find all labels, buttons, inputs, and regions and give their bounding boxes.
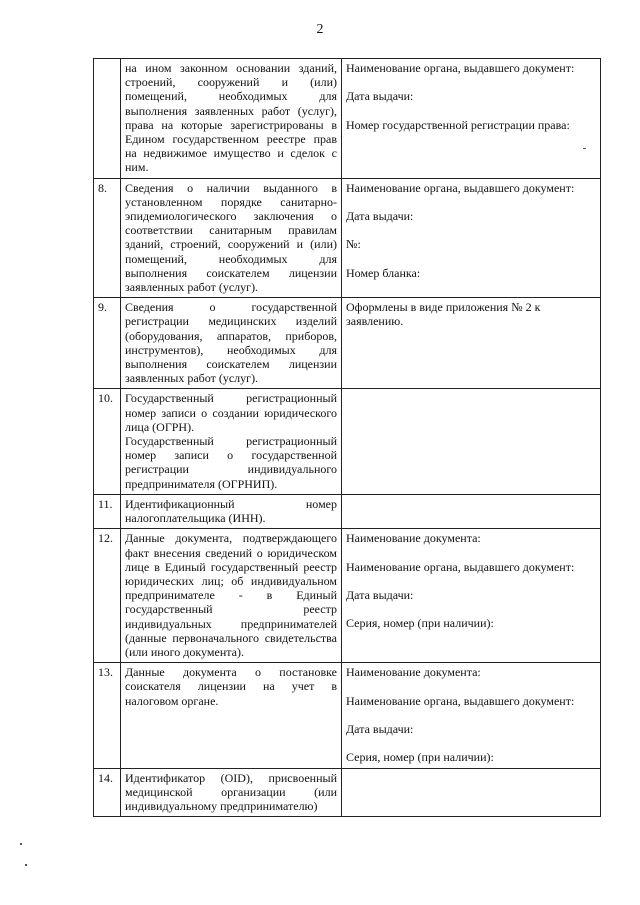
field-label: Серия, номер (при наличии): — [346, 616, 494, 631]
field-label: №: — [346, 237, 361, 252]
row-fill-fields — [342, 178, 601, 298]
field-label: Номер государственной регистрации права: — [346, 117, 570, 132]
description-paragraph: на ином законном основании зданий, строений, сооружений и (или) помещений, необходимых для выполнения заявленных работ (услуг), права на которые зарегистрированы в Едином государственном реестре прав на недвижимое имущество и сделок с ним. — [125, 61, 337, 175]
row-fill-fields — [342, 663, 601, 768]
row-number: 12. — [94, 529, 121, 663]
field-label: Дата выдачи: — [346, 721, 414, 736]
row-number: 8. — [94, 178, 121, 298]
row-fill-fields — [342, 298, 601, 389]
field-label: Наименование органа, выдавшего документ: — [346, 180, 575, 195]
field-label: Оформлены в виде приложения № 2 к заявлению. — [346, 300, 541, 329]
description-paragraph: Идентификационный номер налогоплательщика (ИНН). — [125, 496, 337, 526]
scan-speck — [583, 148, 586, 149]
field-label: Дата выдачи: — [346, 588, 414, 603]
description-paragraph: Государственный регистрационный номер записи о создании юридического лица (ОГРН). — [125, 391, 337, 434]
row-fill-fields — [342, 768, 601, 817]
field-label: Дата выдачи: — [346, 209, 414, 224]
row-description — [121, 663, 342, 768]
row-number — [94, 59, 121, 179]
table-body — [94, 59, 601, 817]
table-row — [94, 298, 601, 389]
row-description — [121, 529, 342, 663]
page-number: 2 — [316, 22, 324, 37]
row-number: 13. — [94, 663, 121, 768]
field-label: Дата выдачи: — [346, 89, 414, 104]
row-description — [121, 494, 342, 528]
field-label: Наименование документа: — [346, 531, 481, 546]
description-paragraph: Сведения о наличии выданного в установленном порядке санитарно-эпидемиологического заключения о соответствии санитарным правилам зданий, строений, сооружений и (или) помещений, необходимых для выполнения соискателем лицензии заявленных работ (услуг). — [125, 180, 337, 295]
row-number: 11. — [94, 494, 121, 528]
field-label: Наименование органа, выдавшего документ: — [346, 61, 575, 75]
table-row — [94, 529, 601, 663]
row-description — [121, 178, 342, 298]
table-row — [94, 768, 601, 817]
row-number: 9. — [94, 298, 121, 389]
row-description — [121, 768, 342, 817]
field-label: Наименование документа: — [346, 665, 481, 680]
row-fill-fields — [342, 494, 601, 528]
field-label: Серия, номер (при наличии): — [346, 750, 494, 765]
scan-speck — [25, 864, 27, 866]
description-paragraph: Идентификатор (OID), присвоенный медицинской организации (или индивидуальному предпринимателю) — [125, 770, 337, 813]
field-label: Номер бланка: — [346, 265, 421, 280]
field-label: Наименование органа, выдавшего документ: — [346, 693, 575, 708]
table-row — [94, 663, 601, 768]
field-label: Наименование органа, выдавшего документ: — [346, 559, 575, 574]
description-paragraph: Сведения о государственной регистрации медицинских изделий (оборудования, аппаратов, приборов, инструментов), необходимых для выполнения соискателем лицензии заявленных работ (услуг). — [125, 300, 337, 386]
row-fill-fields — [342, 529, 601, 663]
table-row — [94, 59, 601, 179]
table-row — [94, 389, 601, 494]
table-row — [94, 494, 601, 528]
description-paragraph: Государственный регистрационный номер записи о государственной регистрации индивидуального предпринимателя (ОГРНИП). — [125, 434, 337, 491]
row-number: 14. — [94, 768, 121, 817]
application-form-table — [93, 58, 601, 817]
table-row — [94, 178, 601, 298]
row-fill-fields — [342, 59, 601, 179]
row-description — [121, 59, 342, 179]
row-number: 10. — [94, 389, 121, 494]
row-description — [121, 298, 342, 389]
row-description — [121, 389, 342, 494]
scan-speck — [20, 843, 22, 845]
row-fill-fields — [342, 389, 601, 494]
description-paragraph: Данные документа о постановке соискателя лицензии на учет в налоговом органе. — [125, 665, 337, 708]
description-paragraph: Данные документа, подтверждающего факт внесения сведений о юридическом лице в Единый государственный реестр юридических лиц; об индивидуальном предпринимателе - в Единый государственный реестр индивидуальных предпринимателей (данные первоначального свидетельства (или иного документа). — [125, 531, 337, 659]
